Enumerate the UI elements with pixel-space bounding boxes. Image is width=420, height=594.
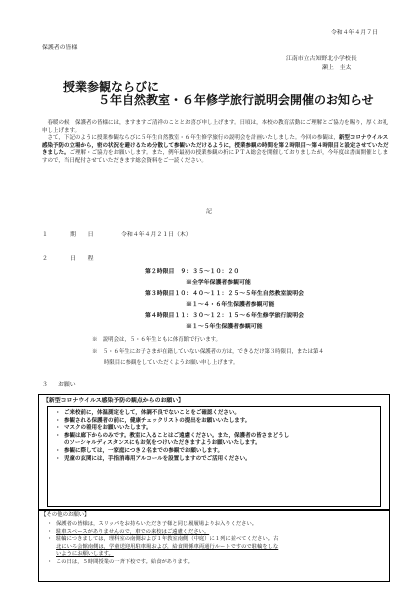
list-item: ・ 駐車スペースがありませんので，車での来校はご遠慮ください。	[47, 528, 210, 535]
ki-heading: 記	[206, 209, 212, 215]
list-item: ・ マスクの着用をお願いいたします。	[55, 425, 152, 432]
schedule-period-2-note: ※全学年保護者参観可能	[186, 279, 251, 286]
intro-paragraph-1: 春暖の候 保護者の皆様には，ますますご清祥のこととお喜び申し上げます。日頃は，本校の教育活動にご理解とご協力を賜り，厚くお礼申し上げます。	[42, 120, 389, 134]
other-requests-title: 【その他のお願い】	[41, 512, 90, 518]
list-item: ・ 駐輪につきましては，理科室の南側および１年教室南側（中庭）に１列に並べてください。古	[47, 536, 279, 542]
schedule-period-4: 第４時限目１１：３０～１２：１５～６年生修学旅行説明会	[145, 312, 305, 319]
covid-items-list	[48, 407, 380, 463]
date: 令和４年４月７日	[330, 30, 378, 36]
list-item: ・ 参観に際しては，一家庭につき２名までの参観でお願いします。	[55, 447, 223, 454]
list-item: ・ 参観は廊下からのみです。教室に入ることはご遠慮ください。また，保護者の皆さまどうし	[55, 432, 290, 439]
list-item: ・ 参観される保護者の前に，健康チェックリストの提出をお願いいたします。	[55, 417, 251, 424]
section1-value: 令和４年４月２１日（木）	[121, 232, 192, 238]
covid-box-title: 【新型コロナウイルス感染予防の観点からのお願い】	[43, 397, 185, 404]
section2-number: ２	[42, 256, 48, 262]
schedule-note-2: ※ ５・６年生にお子さまが在籍していない保護者の方は，できるだけ第３時限目，または第４	[92, 349, 324, 355]
list-item: ・ ご来校前に，体温測定をして，体調不良でないことをご確認ください。	[55, 410, 240, 416]
section1-label: 期 日	[70, 232, 94, 238]
list-item: ・ 保護者の皆様は，スリッパをお持ちいただき子様と同じ履履場よりお入りください。	[47, 521, 258, 527]
other-requests-box	[38, 510, 390, 582]
intro-p2-emphasis: 新型コロナウイルス感染予防の立場から，密の状況を避けるため分散して参観いただけるように，授業参観の時間を第２時限目～第４時限目と設定させていただきました。	[42, 135, 389, 157]
list-item: のソーシャルディスタンスにもお気をつけいただきますようお願いいたします。	[64, 440, 261, 447]
intro-text	[42, 120, 390, 165]
page-title-line2: ５年自然教室・６年修学旅行説明会開催のお知らせ	[98, 93, 374, 107]
intro-p2-c: ご理解・ご協力をお願いします。また，例年最初の授業参観の折にＰＴＡ総会を開催しておりましたが，今年度は書面開催としますので，当日配付させていただきます総会資料をご一読ください。	[42, 150, 389, 164]
school-name: 江南市立古知野北小学校長	[286, 56, 357, 62]
schedule-period-3: 第３時限目１０：４０～１１：２５～５年生自然教室説明会	[145, 290, 305, 297]
intro-p2-a: さて，下記のように授業参観ならびに５年生自然教室・６年生修学旅行の説明会を計画いたしました。今回の参観は，	[47, 135, 339, 142]
page-title-line1: 授業参観ならびに	[63, 80, 160, 94]
schedule-period-2: 第２時限目 ９：３５～１０：２０	[145, 268, 240, 275]
list-item: ・ 児童の玄関には，手指消毒用アルコールを設置しますのでご活用ください。	[55, 455, 251, 462]
section3-number: ３	[42, 382, 48, 388]
schedule-period-4-note: ※１～５年生保護者参観可能	[186, 323, 263, 330]
schedule-note-3: 時限目に参観をしていただくようお願い申し上げます。	[104, 360, 239, 366]
list-item: ・ この日は，５時間授業の一斉下校です。給食があります。	[47, 558, 193, 565]
section3-label: お願い	[58, 382, 76, 388]
section1-number: １	[42, 232, 48, 238]
schedule-period-3-note: ※１～４・６年生保護者参観可能	[186, 301, 275, 308]
section2-label: 日 程	[70, 256, 94, 262]
list-item: 北にいろ会館南側は，学童送迎用駐車場および，給食関係車両通行ルートですので駐輪をしな	[56, 543, 279, 550]
covid-guidelines-box	[38, 394, 390, 510]
covid-list-frame	[47, 406, 381, 507]
list-item: いようにお願いします。	[56, 551, 114, 557]
principal-name: 瀬上 圭太	[322, 65, 352, 71]
intro-paragraph-2	[42, 135, 390, 165]
other-items-list	[47, 521, 383, 566]
recipient: 保護者の皆様	[42, 45, 78, 51]
schedule-note-1: ※ 説明会は，５・６年生ともに体育館で行います。	[92, 337, 221, 343]
